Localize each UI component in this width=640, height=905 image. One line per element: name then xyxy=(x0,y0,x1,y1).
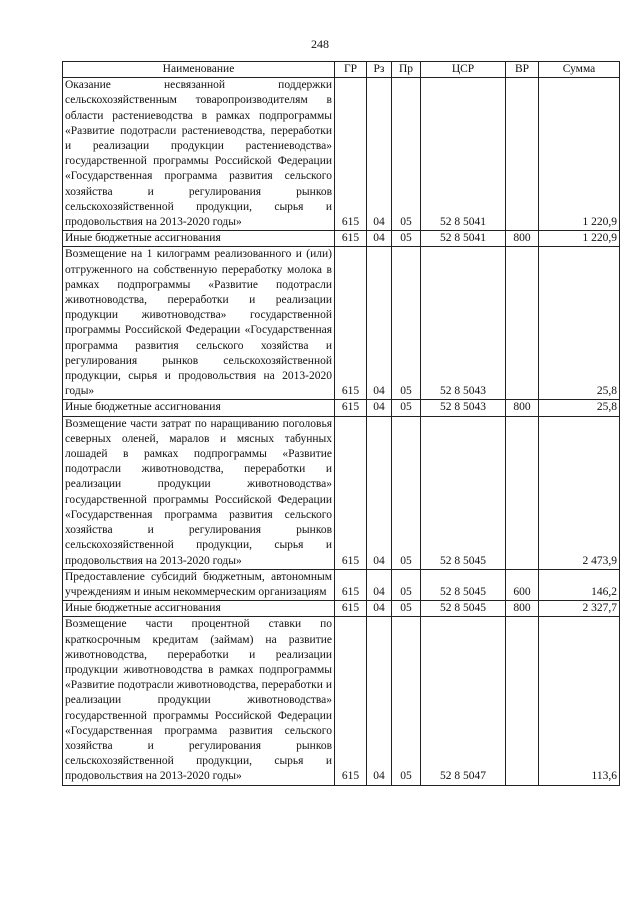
row-name: Возмещение части затрат по наращиванию поголовья северных оленей, маралов и мясных табунных лошадей в рамках подпрограммы «Развитие подотрасли животноводства, переработки и реализации продукции животноводства» государственной программы Российской Федерации «Государственная программа развития сельского хозяйства и регулирования рынков сельскохозяйственной продукции, сырья и продовольствия на 2013-2020 годы» xyxy=(63,416,335,569)
row-vr: 800 xyxy=(506,601,539,617)
table-row xyxy=(63,78,620,231)
row-sum: 1 220,9 xyxy=(539,78,620,231)
row-name: Иные бюджетные ассигнования xyxy=(63,231,335,247)
row-pr: 05 xyxy=(392,78,421,231)
header-vr: ВР xyxy=(506,62,539,78)
row-rz: 04 xyxy=(367,78,392,231)
row-vr: 600 xyxy=(506,569,539,600)
row-csr: 52 8 5041 xyxy=(421,231,506,247)
row-rz: 04 xyxy=(367,569,392,600)
row-rz: 04 xyxy=(367,231,392,247)
row-rz: 04 xyxy=(367,247,392,400)
row-pr: 05 xyxy=(392,569,421,600)
row-gr: 615 xyxy=(335,416,367,569)
row-sum: 113,6 xyxy=(539,617,620,785)
row-sum: 2 327,7 xyxy=(539,601,620,617)
header-pr: Пр xyxy=(392,62,421,78)
row-pr: 05 xyxy=(392,400,421,416)
row-vr xyxy=(506,416,539,569)
row-name: Возмещение части процентной ставки по краткосрочным кредитам (займам) на развитие животноводства, переработки и реализации продукции животноводства в рамках подпрограммы «Развитие подотрасли животноводства, переработки и реализации продукции животноводства» государственной программы Российской Федерации «Государственная программа развития сельского хозяйства и регулирования рынков сельскохозяйственной продукции, сырья и продовольствия на 2013-2020 годы» xyxy=(63,617,335,785)
row-gr: 615 xyxy=(335,78,367,231)
budget-table xyxy=(62,61,620,786)
row-name: Предоставление субсидий бюджетным, автономным учреждениям и иным некоммерческим организациям xyxy=(63,569,335,600)
row-pr: 05 xyxy=(392,247,421,400)
row-pr: 05 xyxy=(392,601,421,617)
row-gr: 615 xyxy=(335,569,367,600)
table-row xyxy=(63,569,620,600)
row-csr: 52 8 5047 xyxy=(421,617,506,785)
header-csr: ЦСР xyxy=(421,62,506,78)
row-name: Возмещение на 1 килограмм реализованного и (или) отгруженного на собственную переработку молока в рамках подпрограммы «Развитие подотрасли животноводства, переработки и реализации продукции животноводства» государственной программы Российской Федерации «Государственная программа развития сельского хозяйства и регулирования рынков сельскохозяйственной продукции, сырья и продовольствия на 2013-2020 годы» xyxy=(63,247,335,400)
row-pr: 05 xyxy=(392,416,421,569)
row-vr xyxy=(506,247,539,400)
table-header-row xyxy=(63,62,620,78)
table-row xyxy=(63,416,620,569)
row-rz: 04 xyxy=(367,400,392,416)
row-vr xyxy=(506,617,539,785)
row-name: Оказание несвязанной поддержки сельскохозяйственным товаропроизводителям в области растениеводства в рамках подпрограммы «Развитие подотрасли растениеводства, переработки и реализации продукции растениеводства» государственной программы Российской Федерации «Государственная программа развития сельского хозяйства и регулирования рынков сельскохозяйственной продукции, сырья и продовольствия на 2013-2020 годы» xyxy=(63,78,335,231)
page-number: 248 xyxy=(311,37,329,51)
row-rz: 04 xyxy=(367,601,392,617)
row-pr: 05 xyxy=(392,617,421,785)
header-gr: ГР xyxy=(335,62,367,78)
row-csr: 52 8 5043 xyxy=(421,247,506,400)
row-vr: 800 xyxy=(506,231,539,247)
row-name: Иные бюджетные ассигнования xyxy=(63,400,335,416)
row-gr: 615 xyxy=(335,247,367,400)
table-row xyxy=(63,601,620,617)
row-csr: 52 8 5045 xyxy=(421,416,506,569)
header-rz: Рз xyxy=(367,62,392,78)
row-csr: 52 8 5043 xyxy=(421,400,506,416)
row-vr xyxy=(506,78,539,231)
row-vr: 800 xyxy=(506,400,539,416)
table-row xyxy=(63,617,620,785)
row-name: Иные бюджетные ассигнования xyxy=(63,601,335,617)
row-csr: 52 8 5045 xyxy=(421,569,506,600)
row-sum: 146,2 xyxy=(539,569,620,600)
row-csr: 52 8 5045 xyxy=(421,601,506,617)
row-csr: 52 8 5041 xyxy=(421,78,506,231)
row-rz: 04 xyxy=(367,617,392,785)
row-gr: 615 xyxy=(335,400,367,416)
row-sum: 1 220,9 xyxy=(539,231,620,247)
row-sum: 25,8 xyxy=(539,400,620,416)
row-sum: 25,8 xyxy=(539,247,620,400)
row-rz: 04 xyxy=(367,416,392,569)
table-row xyxy=(63,247,620,400)
row-gr: 615 xyxy=(335,601,367,617)
row-gr: 615 xyxy=(335,617,367,785)
header-name: Наименование xyxy=(63,62,335,78)
row-sum: 2 473,9 xyxy=(539,416,620,569)
row-pr: 05 xyxy=(392,231,421,247)
header-sum: Сумма xyxy=(539,62,620,78)
row-gr: 615 xyxy=(335,231,367,247)
table-row xyxy=(63,400,620,416)
table-row xyxy=(63,231,620,247)
